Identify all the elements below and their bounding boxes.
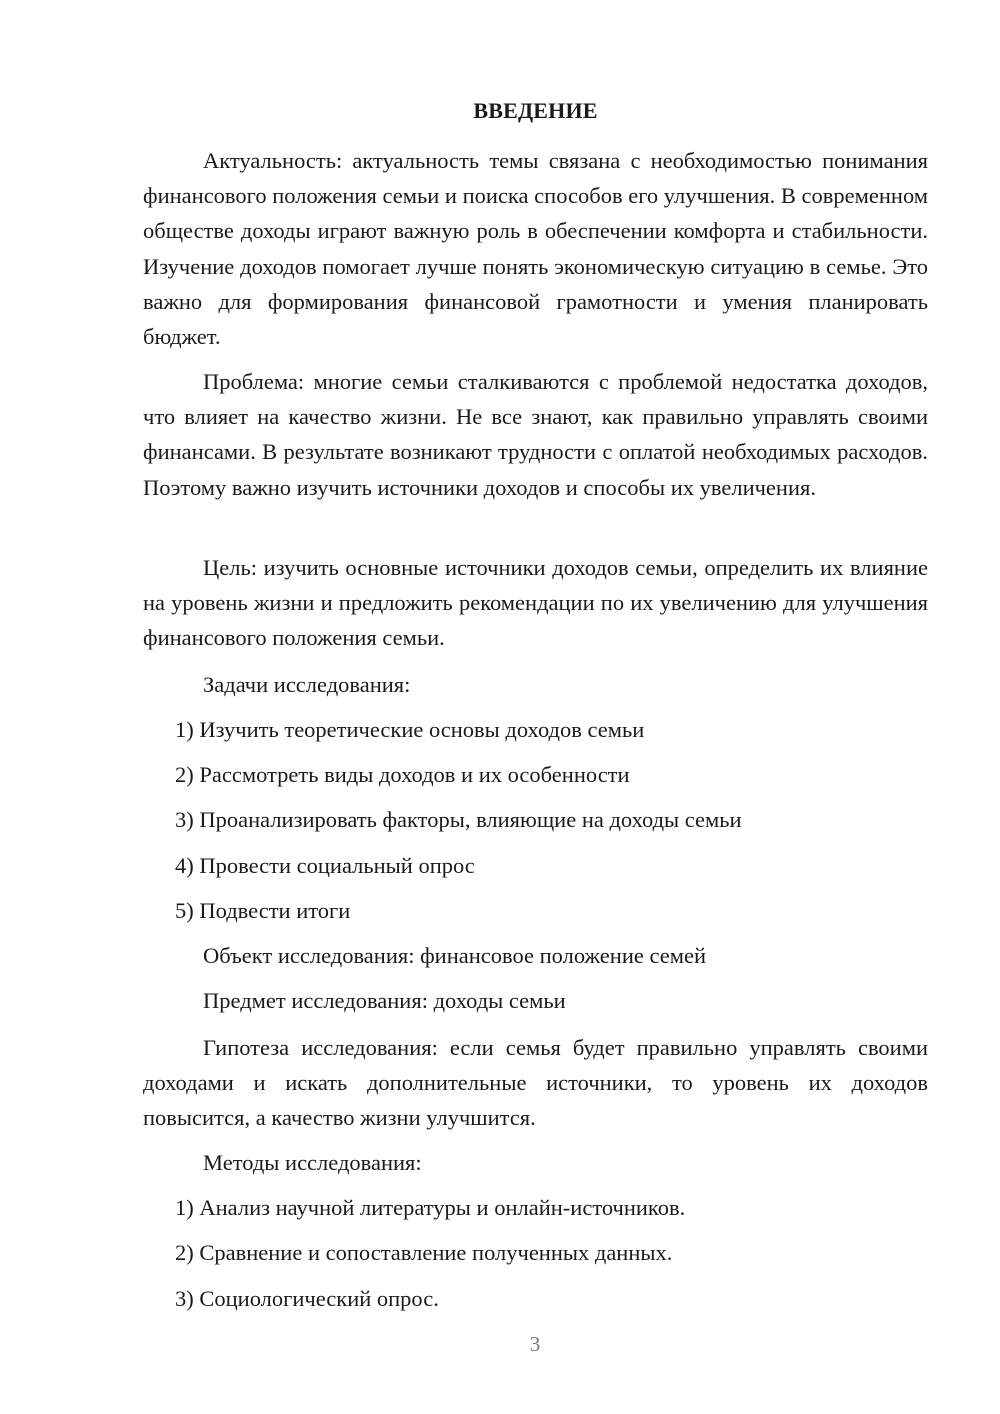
paragraph-goal — [143, 550, 928, 656]
page-number: 3 — [529, 1332, 541, 1356]
task-item-3: 3) Проанализировать факторы, влияющие на доходы семьи — [175, 807, 742, 832]
task-item-5: 5) Подвести итоги — [175, 898, 351, 923]
goal-text: Цель: изучить основные источники доходов семьи, определить их влияние на уровень жизни и предложить рекомендации по их увеличению для улучшения финансового положения семьи. — [143, 555, 928, 651]
problem-text: Проблема: многие семьи сталкиваются с проблемой недостатка доходов, что влияет на качество жизни. Не все знают, как правильно управлять своими финансами. В результате возникают трудности с оплатой необходимых расходов. Поэтому важно изучить источники доходов и способы их увеличения. — [143, 369, 928, 500]
method-item-3: 3) Социологический опрос. — [175, 1286, 439, 1311]
method-item-1: 1) Анализ научной литературы и онлайн-источников. — [175, 1195, 686, 1220]
research-subject: Предмет исследования: доходы семьи — [203, 988, 566, 1013]
tasks-heading: Задачи исследования: — [203, 672, 411, 697]
methods-heading: Методы исследования: — [203, 1150, 422, 1175]
page-title: ВВЕДЕНИЕ — [473, 98, 598, 123]
paragraph-problem — [143, 364, 928, 505]
method-item-2: 2) Сравнение и сопоставление полученных данных. — [175, 1240, 673, 1265]
hypothesis-text: Гипотеза исследования: если семья будет правильно управлять своими доходами и искать дополнительные источники, то уровень их доходов повысится, а качество жизни улучшится. — [143, 1035, 928, 1131]
research-object: Объект исследования: финансовое положение семей — [203, 943, 706, 968]
paragraph-hypothesis — [143, 1030, 928, 1136]
relevance-text: Актуальность: актуальность темы связана с необходимостью понимания финансового положения семьи и поиска способов его улучшения. В современном обществе доходы играют важную роль в обеспечении комфорта и стабильности. Изучение доходов помогает лучше понять экономическую ситуацию в семье. Это важно для формирования финансовой грамотности и умения планировать бюджет. — [143, 148, 928, 350]
task-item-4: 4) Провести социальный опрос — [175, 853, 475, 878]
task-item-2: 2) Рассмотреть виды доходов и их особенности — [175, 762, 630, 787]
task-item-1: 1) Изучить теоретические основы доходов семьи — [175, 717, 645, 742]
paragraph-relevance — [143, 143, 928, 354]
